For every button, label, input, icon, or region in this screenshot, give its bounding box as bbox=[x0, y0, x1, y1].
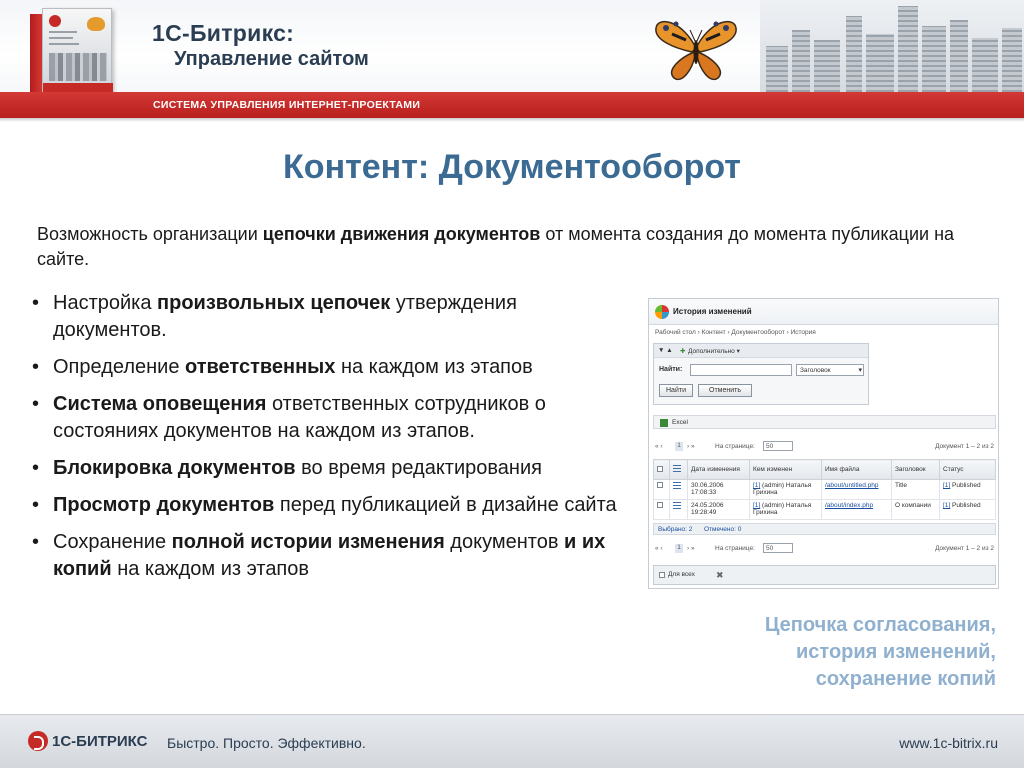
feature-item bbox=[30, 354, 630, 381]
feature-bold: произвольных цепочек bbox=[157, 292, 391, 314]
per-page-label: На странице: bbox=[715, 443, 755, 450]
screenshot-title: История изменений bbox=[673, 307, 752, 316]
selected-count: Выбрано: 2 bbox=[658, 526, 693, 533]
feature-text: Настройка bbox=[53, 292, 158, 314]
screenshot-header bbox=[649, 299, 998, 325]
row-author-cell bbox=[750, 480, 822, 500]
find-label: Найти: bbox=[659, 366, 683, 373]
box-text-line bbox=[49, 43, 79, 45]
pager-page[interactable]: 1 bbox=[675, 442, 683, 451]
row-status: Published bbox=[952, 502, 981, 509]
footer-url[interactable]: www.1c-bitrix.ru bbox=[899, 735, 998, 751]
feature-bold: ответственных bbox=[185, 356, 336, 378]
feature-bold: полной истории изменения bbox=[171, 531, 445, 553]
actions-header bbox=[670, 460, 688, 480]
screenshot-caption bbox=[640, 612, 996, 693]
author-id-link[interactable]: [1] bbox=[753, 502, 761, 509]
filter-toggle-icon[interactable]: ▼ ▲ bbox=[658, 347, 673, 354]
filter-panel bbox=[653, 343, 869, 405]
per-page-label: На странице: bbox=[715, 545, 755, 552]
caption-line: Цепочка согласования, bbox=[764, 614, 996, 636]
selection-summary bbox=[653, 523, 996, 535]
row-status: Published bbox=[952, 482, 981, 489]
row-status-cell bbox=[940, 480, 996, 500]
excel-icon bbox=[660, 419, 668, 427]
building bbox=[898, 6, 918, 92]
find-button[interactable]: Найти bbox=[659, 384, 693, 397]
intro-text: Возможность организации bbox=[37, 224, 263, 244]
tagline: СИСТЕМА УПРАВЛЕНИЯ ИНТЕРНЕТ-ПРОЕКТАМИ bbox=[153, 99, 421, 111]
column-header[interactable]: Имя файла bbox=[822, 460, 892, 480]
delete-icon[interactable]: ✖ bbox=[716, 570, 724, 580]
excel-export[interactable] bbox=[653, 415, 996, 429]
find-input[interactable] bbox=[690, 364, 792, 376]
find-field-select[interactable]: Заголовок ▾ bbox=[796, 364, 864, 376]
row-heading: Title bbox=[892, 480, 940, 500]
file-link[interactable]: /about/untitled.php bbox=[825, 482, 879, 489]
row-author-cell bbox=[750, 500, 822, 520]
pager-prev[interactable]: « ‹ bbox=[655, 443, 663, 450]
menu-icon bbox=[673, 465, 681, 472]
row-actions-cell bbox=[670, 480, 688, 500]
intro-bold: цепочки движения документов bbox=[262, 224, 541, 244]
feature-list bbox=[30, 290, 630, 593]
pager-summary: Документ 1 – 2 из 2 bbox=[935, 443, 994, 450]
feature-text: перед публикацией в дизайне сайта bbox=[274, 494, 617, 516]
cancel-button[interactable]: Отменить bbox=[698, 384, 752, 397]
row-select-cell bbox=[654, 500, 670, 520]
column-header[interactable]: Дата изменения bbox=[688, 460, 750, 480]
header-shadow bbox=[0, 118, 1024, 122]
footer bbox=[0, 714, 1024, 768]
history-table bbox=[653, 459, 996, 520]
history-screenshot bbox=[648, 298, 999, 589]
table-row bbox=[654, 480, 996, 500]
per-page-select[interactable]: 50 bbox=[763, 441, 793, 451]
box-skyline bbox=[49, 53, 107, 81]
feature-text: на каждом из этапов bbox=[111, 558, 310, 580]
table-header-row bbox=[654, 460, 996, 480]
building bbox=[922, 26, 946, 92]
select-all-header[interactable] bbox=[654, 460, 670, 480]
box-text-line bbox=[49, 31, 77, 33]
city-skyline bbox=[760, 0, 1024, 92]
tagline-bar bbox=[0, 92, 1024, 118]
group-actions-bar bbox=[653, 565, 996, 585]
building bbox=[792, 30, 810, 92]
row-file-cell bbox=[822, 500, 892, 520]
feature-text: Определение bbox=[53, 356, 186, 378]
file-link[interactable]: /about/index.php bbox=[825, 502, 874, 509]
add-field-link[interactable]: Дополнительно ▾ bbox=[688, 348, 740, 355]
footer-brand: 1С-БИТРИКС bbox=[52, 733, 148, 750]
checked-count: Отмечено: 0 bbox=[704, 526, 742, 533]
intro-text: от момента создания до момента публикации на сайте. bbox=[37, 224, 955, 269]
checkbox[interactable] bbox=[657, 466, 663, 472]
pager-prev[interactable]: « ‹ bbox=[655, 545, 663, 552]
feature-text: ответственных сотрудников о состояниях документов на каждом из этапов. bbox=[53, 393, 546, 442]
caption-line: история изменений, bbox=[796, 641, 996, 663]
pager-bottom bbox=[653, 543, 996, 555]
row-file-cell bbox=[822, 480, 892, 500]
row-heading: О компании bbox=[892, 500, 940, 520]
box-text-line bbox=[49, 37, 73, 39]
brand-title: 1С-Битрикс: bbox=[152, 20, 295, 46]
pager-page[interactable]: 1 bbox=[675, 544, 683, 553]
feature-item bbox=[30, 492, 630, 519]
feature-bold: Система оповещения bbox=[53, 393, 267, 415]
row-status-cell bbox=[940, 500, 996, 520]
feature-text: во время редактирования bbox=[295, 457, 542, 479]
butterfly-icon bbox=[652, 14, 740, 84]
footer-slogan: Быстро. Просто. Эффективно. bbox=[167, 735, 366, 751]
breadcrumb[interactable]: Рабочий стол › Контент › Документооборот › История bbox=[655, 329, 816, 336]
feature-bold: Блокировка документов bbox=[53, 457, 296, 479]
building bbox=[814, 40, 840, 92]
checkbox[interactable] bbox=[657, 502, 663, 508]
column-header[interactable]: Статус bbox=[940, 460, 996, 480]
caption-line: сохранение копий bbox=[815, 668, 996, 690]
add-field-icon[interactable]: ✚ bbox=[680, 348, 686, 355]
row-date: 30.06.2006 17:08:33 bbox=[688, 480, 750, 500]
feature-text: документов bbox=[444, 531, 565, 553]
feature-bold: Просмотр документов bbox=[53, 494, 275, 516]
brand bbox=[152, 20, 369, 70]
building bbox=[866, 34, 894, 92]
author-id-link[interactable]: [1] bbox=[753, 482, 761, 489]
per-page-select[interactable]: 50 bbox=[763, 543, 793, 553]
row-menu-icon[interactable] bbox=[673, 482, 681, 489]
feature-text: на каждом из этапов bbox=[335, 356, 533, 378]
row-select-cell bbox=[654, 480, 670, 500]
brand-subtitle: Управление сайтом bbox=[174, 48, 369, 70]
table-row bbox=[654, 500, 996, 520]
page-title: Контент: Документооборот bbox=[283, 148, 741, 186]
bitrix-logo-icon bbox=[28, 731, 48, 751]
pager-next[interactable]: › » bbox=[687, 545, 695, 552]
row-menu-icon[interactable] bbox=[673, 502, 681, 509]
row-actions-cell bbox=[670, 500, 688, 520]
history-icon bbox=[655, 305, 669, 319]
row-author: (admin) Наталья Грихина bbox=[753, 482, 812, 496]
column-header[interactable]: Кем изменен bbox=[750, 460, 822, 480]
feature-item bbox=[30, 290, 630, 344]
column-header[interactable]: Заголовок bbox=[892, 460, 940, 480]
intro-paragraph bbox=[37, 222, 987, 272]
excel-label[interactable]: Excel bbox=[672, 419, 688, 426]
status-id-link[interactable]: [1] bbox=[943, 502, 951, 509]
row-author: (admin) Наталья Грихина bbox=[753, 502, 812, 516]
box-logo-icon bbox=[49, 15, 61, 27]
feature-item bbox=[30, 455, 630, 482]
checkbox[interactable] bbox=[657, 482, 663, 488]
for-all-label: Для всех bbox=[668, 571, 695, 578]
pager-top bbox=[653, 441, 996, 453]
building bbox=[1002, 28, 1022, 92]
building bbox=[950, 20, 968, 92]
feature-text: Сохранение bbox=[53, 531, 172, 553]
status-id-link[interactable]: [1] bbox=[943, 482, 951, 489]
row-date: 24.05.2006 19:28:49 bbox=[688, 500, 750, 520]
header bbox=[0, 0, 1024, 122]
feature-bold: и их копий bbox=[53, 531, 606, 580]
filter-toolbar bbox=[654, 344, 868, 358]
box-butterfly-icon bbox=[87, 17, 105, 31]
pager-next[interactable]: › » bbox=[687, 443, 695, 450]
for-all-checkbox[interactable] bbox=[659, 572, 665, 578]
building bbox=[972, 38, 998, 92]
building bbox=[766, 46, 788, 92]
pager-summary: Документ 1 – 2 из 2 bbox=[935, 545, 994, 552]
building bbox=[846, 16, 862, 92]
feature-item bbox=[30, 529, 630, 583]
feature-text: утверждения документов. bbox=[53, 292, 517, 341]
feature-item bbox=[30, 391, 630, 445]
